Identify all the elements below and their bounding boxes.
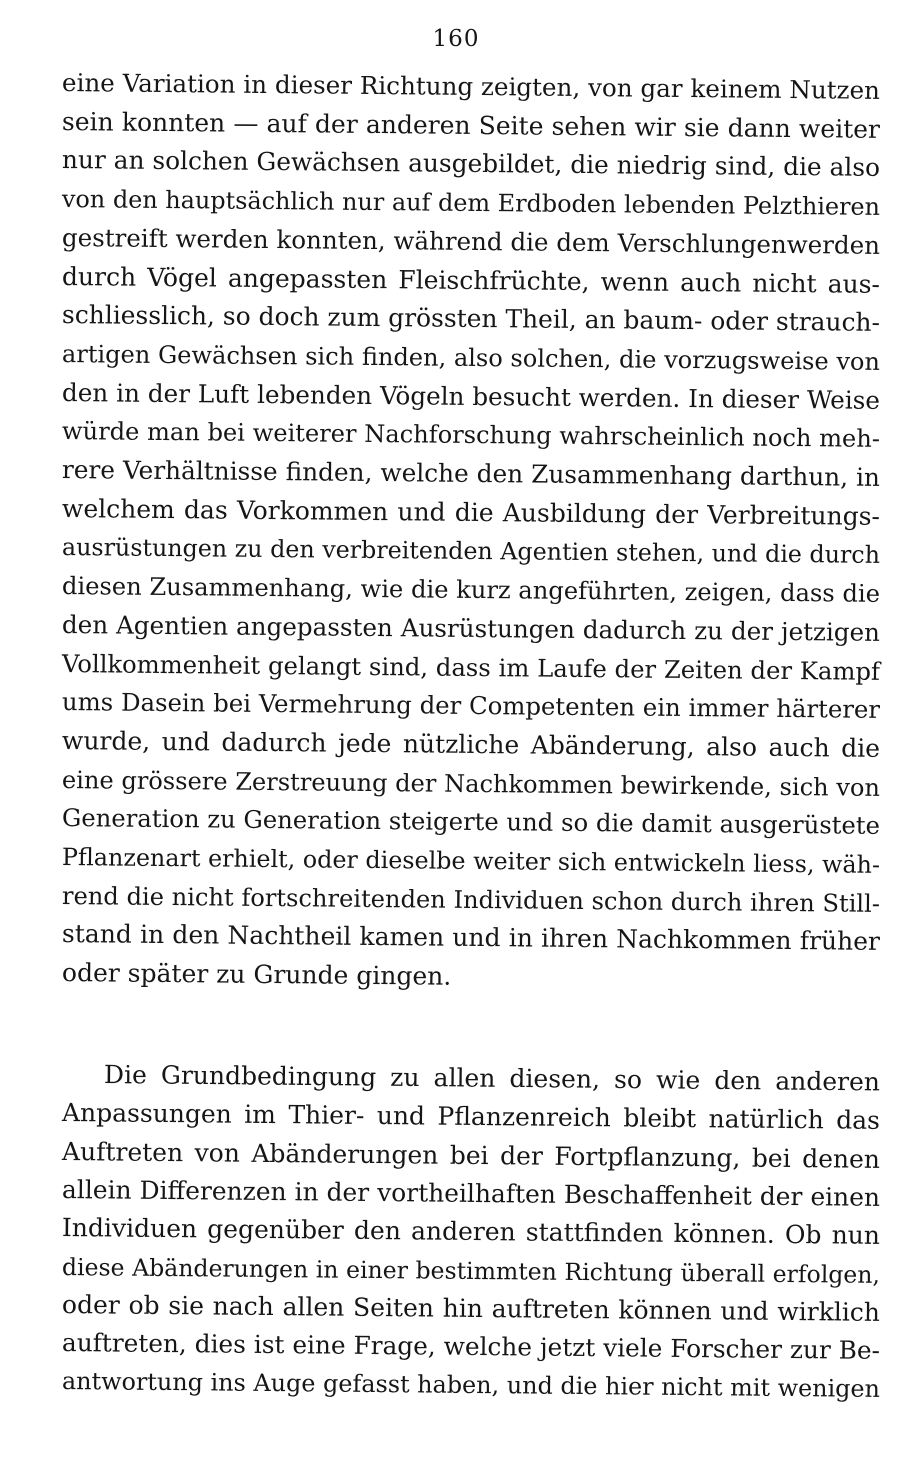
text-line: ums Dasein bei Vermehrung der Competenten ein immer härterer bbox=[61, 687, 881, 725]
text-line: nur an solchen Gewächsen ausgebildet, die niedrig sind, die also bbox=[61, 145, 881, 183]
text-line: eine grössere Zerstreuung der Nachkommen bewirkende, sich von bbox=[61, 765, 881, 802]
text-line: würde man bei weiterer Nachforschung wahrscheinlich noch meh- bbox=[61, 417, 881, 454]
text-line: von den hauptsächlich nur auf dem Erdboden lebenden Pelzthieren bbox=[61, 185, 881, 221]
text-line: allein Differenzen in der vortheilhaften Beschaffenheit der einen bbox=[61, 1174, 881, 1212]
text-line: den Agentien angepassten Ausrüstungen dadurch zu der jetzigen bbox=[61, 609, 881, 647]
text-line: rend die nicht fortschreitenden Individuen schon durch ihren Still- bbox=[61, 881, 881, 918]
text-line: artigen Gewächsen sich finden, also solchen, die vorzugsweise von bbox=[61, 339, 881, 376]
text-line: oder später zu Grunde gingen. bbox=[61, 958, 452, 991]
text-line: eine Variation in dieser Richtung zeigten, von gar keinem Nutzen bbox=[61, 68, 881, 105]
text-line: Anpassungen im Thier- und Pflanzenreich bleibt natürlich das bbox=[61, 1098, 881, 1136]
text-line: Individuen gegenüber den anderen stattfinden können. Ob nun bbox=[61, 1213, 881, 1251]
text-line: schliesslich, so doch zum grössten Theil, an baum- oder strauch- bbox=[61, 300, 881, 338]
text-line: Auftreten von Abänderungen bei der Fortpflanzung, bei denen bbox=[61, 1136, 881, 1174]
text-line: welchem das Vorkommen und die Ausbildung der Verbreitungs- bbox=[61, 493, 881, 531]
text-line: diese Abänderungen in einer bestimmten Richtung überall erfolgen, bbox=[61, 1252, 881, 1289]
text-line: Generation zu Generation steigerte und so die damit ausgerüstete bbox=[61, 803, 881, 841]
text-line: durch Vögel angepassten Fleischfrüchte, wenn auch nicht aus- bbox=[61, 261, 881, 299]
text-line: rere Verhältnisse finden, welche den Zusammenhang darthun, in bbox=[61, 455, 881, 492]
text-line: oder ob sie nach allen Seiten hin auftreten können und wirklich bbox=[61, 1289, 881, 1327]
text-line: den in der Luft lebenden Vögeln besucht werden. In dieser Weise bbox=[61, 377, 881, 415]
text-line: sein konnten — auf der anderen Seite sehen wir sie dann weiter bbox=[61, 106, 881, 144]
text-line: auftreten, dies ist eine Frage, welche jetzt viele Forscher zur Be- bbox=[61, 1328, 881, 1365]
text-line: wurde, und dadurch jede nützliche Abänderung, also auch die bbox=[61, 725, 881, 763]
text-line: diesen Zusammenhang, wie die kurz angeführten, zeigen, dass die bbox=[61, 572, 881, 608]
text-line: antwortung ins Auge gefasst haben, und die hier nicht mit wenigen bbox=[61, 1367, 881, 1404]
text-line: gestreift werden konnten, während die dem Verschlungenwerden bbox=[61, 222, 881, 260]
text-line: Pflanzenart erhielt, oder dieselbe weiter sich entwickeln liess, wäh- bbox=[61, 843, 881, 879]
text-line: Vollkommenheit gelangt sind, dass im Laufe der Zeiten der Kampf bbox=[61, 648, 881, 686]
text-line: ausrüstungen zu den verbreitenden Agentien stehen, und die durch bbox=[61, 533, 881, 570]
page-number: 160 bbox=[432, 26, 480, 52]
text-line: Die Grundbedingung zu allen diesen, so wie den anderen bbox=[103, 1060, 881, 1097]
text-line: stand in den Nachtheil kamen und in ihren Nachkommen früher bbox=[61, 919, 881, 957]
